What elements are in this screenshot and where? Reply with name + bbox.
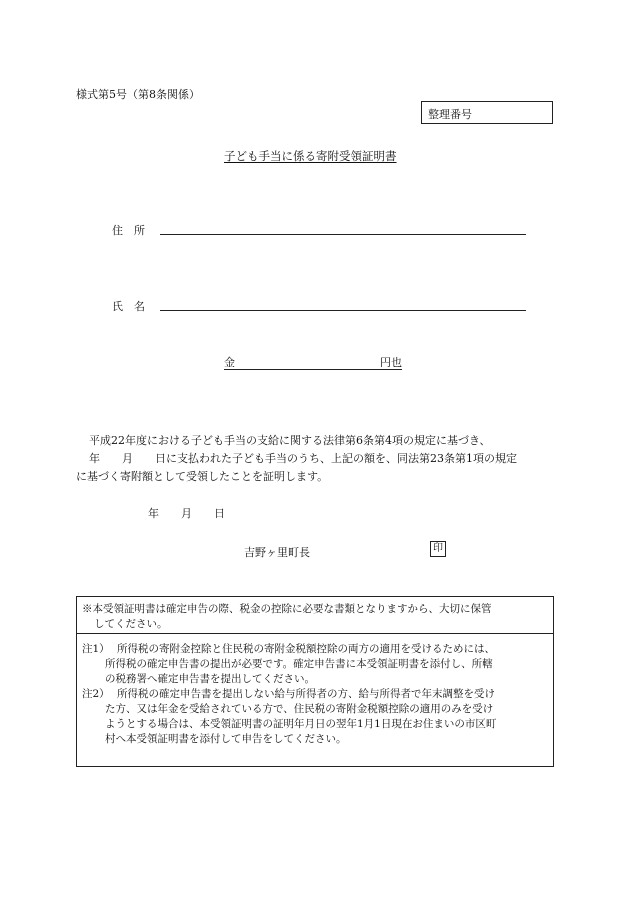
notes-box [76,596,554,767]
name-label: 氏 名 [112,300,145,313]
note2-line-3: ようとする場合は、本受領証明書の証明年月日の翌年1月1日現在お住まいの市区町 [105,718,497,730]
form-number: 様式第5号（第8条関係） [76,88,200,101]
note1-line-1: 所得税の寄附金控除と住民税の寄附金税額控除の両方の適用を受けるためには、 [117,643,495,655]
note1-line-3: の税務署へ確定申告書を提出してください。 [105,673,315,685]
note1-label: 注1） [82,643,110,655]
note2-line-4: 村へ本受領証明書を添付して申告をしてください。 [105,733,347,745]
amount-underline [224,369,402,370]
note1-line-2: 所得税の確定申告書の提出が必要です。確定申告書に本受領証明書を添付し、所轄 [105,658,493,670]
amount-prefix: 金 [224,356,235,369]
note2-line-1: 所得税の確定申告書を提出しない給与所得者の方、給与所得者で年末調整を受け [117,688,495,700]
body-line-1: 平成22年度における子ども手当の支給に関する法律第6条第4項の規定に基づき、 [89,434,491,447]
body-line-2: 年 月 日に支払われた子ども手当のうち、上記の額を、同法第23条第1項の規定 [89,452,517,465]
note2-label: 注2） [82,688,110,700]
issuer-name: 吉野ヶ里町長 [244,546,310,559]
body-line-3: に基づく寄附額として受領したことを証明します。 [76,470,329,483]
notes-divider [77,633,553,634]
amount-suffix: 円也 [380,356,402,369]
reference-number-label: 整理番号 [428,108,472,121]
name-field-line [160,310,526,311]
warning-line-2: してください。 [94,618,168,630]
certification-date: 年 月 日 [148,507,225,520]
note2-line-2: た方、又は年金を受給されている方で、住民税の寄附金税額控除の適用のみを受け [105,703,494,715]
address-field-line [160,234,526,235]
warning-line-1: ※本受領証明書は確定申告の際、税金の控除に必要な書類となりますから、大切に保管 [82,603,492,615]
document-title: 子ども手当に係る寄附受領証明書 [224,149,397,163]
address-label: 住 所 [112,224,145,237]
seal-mark: 印 [430,541,446,557]
amount-field [224,354,402,370]
reference-number-box [421,101,553,124]
